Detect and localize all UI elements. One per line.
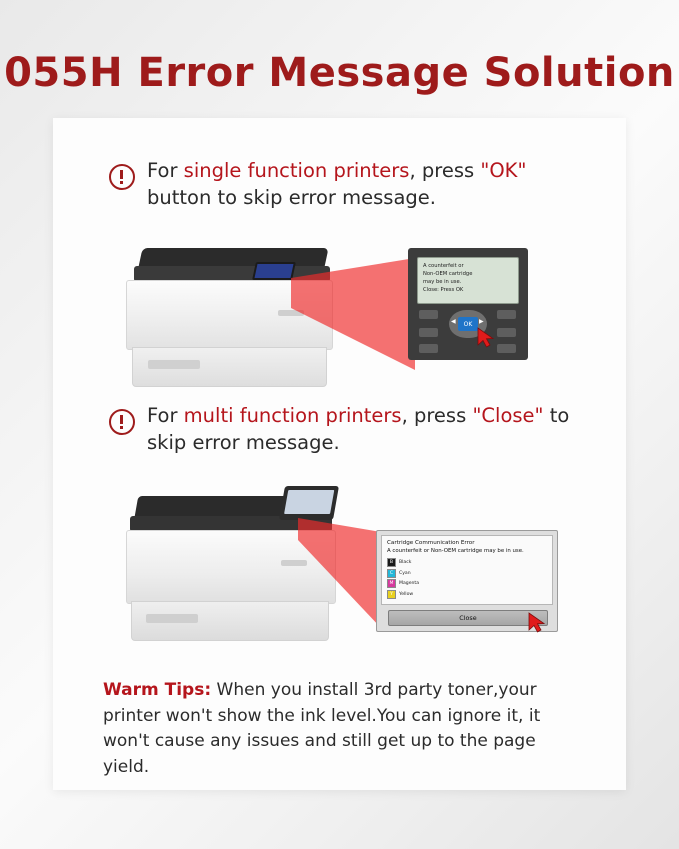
step-1-text: [147, 158, 579, 212]
lcd-line-1: A counterfeit or: [423, 263, 464, 269]
toner-name-magenta: Magenta: [399, 581, 420, 586]
beam-multi-function: [293, 506, 388, 631]
lcd-line-2: Non-OEM cartridge: [423, 271, 473, 278]
printer-control-panel: [408, 248, 528, 360]
cursor-arrow-icon: [476, 326, 496, 348]
step-2-text-after: to skip error message.: [147, 404, 570, 454]
toner-name-yellow: Yellow: [399, 591, 414, 597]
toner-row: [387, 579, 547, 588]
step-2-text-mid: , press: [401, 404, 473, 427]
step-1-text-mid: , press: [409, 159, 481, 182]
warm-tips-text: When you install 3rd party toner,your printer won't show the ink level.You can ignore it, it won't cause any issues and still get up to the page yield.: [103, 680, 541, 777]
lcd-line-4: Close: Press OK: [423, 287, 464, 294]
toner-chip-cyan: C: [387, 569, 396, 578]
cartridge-error-dialog: [376, 530, 558, 632]
content-card: [53, 118, 626, 790]
exclamation-circle-icon: [109, 409, 135, 435]
toner-chip-yellow: Y: [387, 590, 396, 599]
step-1-text-after: button to skip error message.: [147, 185, 436, 209]
page-title: 055H Error Message Solution: [4, 50, 675, 96]
printer2-tray-slot: [146, 614, 198, 623]
beam-single-function: [283, 258, 423, 373]
step-2-text: [147, 403, 579, 457]
dialog-body: [381, 535, 553, 605]
step-single-function: [109, 158, 579, 212]
right-arrow-icon[interactable]: ▶: [479, 319, 484, 325]
panel-button-2[interactable]: [419, 328, 438, 337]
dialog-message: A counterfeit or Non-OEM cartridge may be in use.: [387, 548, 524, 554]
ok-button[interactable]: OK: [458, 317, 478, 331]
printer1-tray-slot: [148, 360, 200, 369]
step-multi-function: [109, 403, 579, 457]
step-2-text-before: For: [147, 404, 184, 427]
dialog-title: Cartridge Communication Error: [387, 540, 475, 546]
left-arrow-icon[interactable]: ◀: [451, 319, 456, 325]
step-1-text-before: For: [147, 159, 184, 182]
toner-chip-magenta: M: [387, 579, 396, 588]
panel-button-5[interactable]: [419, 344, 438, 353]
toner-name-black: Black: [399, 560, 412, 565]
panel-button-1[interactable]: [419, 310, 438, 319]
toner-name-cyan: Cyan: [399, 570, 411, 576]
lcd-line-3: may be in use.: [423, 279, 462, 286]
warm-tips: [103, 678, 583, 780]
close-button[interactable]: Close: [388, 610, 548, 626]
exclamation-circle-icon: [109, 164, 135, 190]
toner-row: [387, 558, 547, 567]
step-2-highlight-button: "Close": [472, 404, 544, 427]
step-1-highlight-printers: single function printers: [183, 159, 410, 182]
panel-button-3[interactable]: [497, 310, 516, 319]
panel-button-6[interactable]: [497, 344, 516, 353]
step-2-highlight-printers: multi function printers: [183, 404, 402, 427]
cursor-arrow-icon: [527, 611, 547, 633]
warm-tips-label: Warm Tips:: [103, 680, 212, 700]
toner-chip-black: B: [387, 558, 396, 567]
toner-row: [387, 590, 547, 599]
control-panel-lcd: [417, 257, 519, 304]
step-1-highlight-button: "OK": [480, 159, 527, 182]
panel-button-4[interactable]: [497, 328, 516, 337]
toner-row: [387, 569, 547, 578]
